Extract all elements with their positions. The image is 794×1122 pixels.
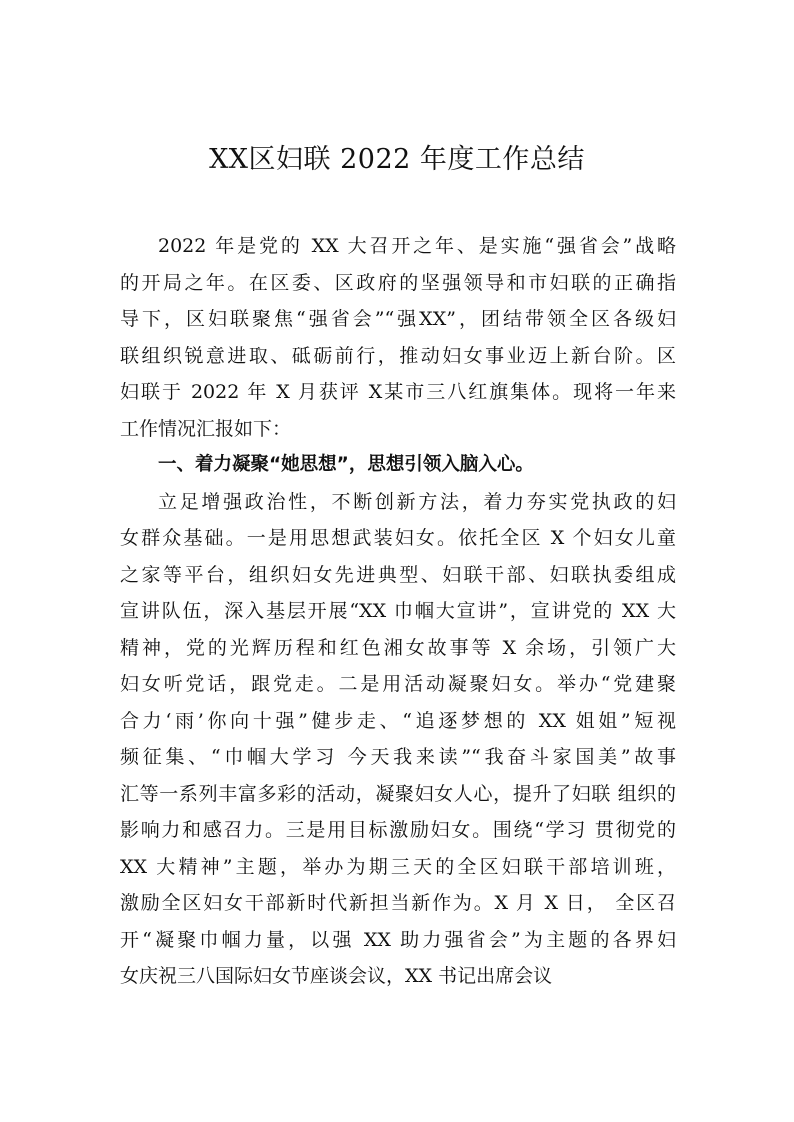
text-line: 女群众基础。一是用思想武装妇女。依托全区 X 个妇女儿童	[120, 527, 676, 549]
text-line: 开“凝聚巾帼力量，以强 XX 助力强省会”为主题的各界妇	[120, 928, 676, 951]
section-heading: 一、着力凝聚“她思想”，思想引领入脑入心。	[158, 454, 534, 475]
text-line: 妇女听党话，跟党走。二是用活动凝聚妇女。举办“党建聚	[120, 673, 676, 695]
text-line: 导下，区妇联聚焦“强省会”“强XX”，团结带领全区各级妇	[120, 308, 676, 330]
text-line: 工作情况汇报如下：	[120, 417, 292, 440]
text-line: 激励全区妇女干部新时代新担当新作为。X 月 X 日， 全区召	[120, 892, 676, 914]
text-line: 宣讲队伍，深入基层开展“XX 巾帼大宣讲”，宣讲党的 XX 大	[120, 600, 676, 622]
text-line: 2022 年是党的 XX 大召开之年、是实施“强省会”战略	[158, 235, 676, 257]
text-line: 女庆祝三八国际妇女节座谈会议，XX 书记出席会议	[120, 965, 553, 987]
text-line: 汇等一系列丰富多彩的活动，凝聚妇女人心，提升了妇联 组织的	[120, 782, 676, 805]
text-line: 的开局之年。在区委、区政府的坚强领导和市妇联的正确指	[120, 271, 676, 294]
paragraph-section1	[120, 484, 676, 995]
text-line: 立足增强政治性，不断创新方法，着力夯实党执政的妇	[158, 490, 676, 513]
text-line: 影响力和感召力。三是用目标激励妇女。围绕“学习 贯彻党的	[120, 819, 676, 841]
text-line: 合力‘雨’你向十强”健步走、“追逐梦想的 XX 姐姐”短视	[120, 709, 676, 732]
text-line: 之家等平台，组织妇女先进典型、妇联干部、妇联执委组成	[120, 563, 676, 586]
text-line: 频征集、“巾帼大学习 今天我来读”“我奋斗家国美”故事	[120, 746, 676, 768]
text-line: XX 大精神”主题，举办为期三天的全区妇联干部培训班，	[120, 855, 676, 878]
document-body	[120, 228, 676, 995]
text-line: 精神，党的光辉历程和红色湘女故事等 X 余场，引领广大	[120, 636, 676, 659]
text-line: 妇联于 2022 年 X 月获评 X某市三八红旗集体。现将一年来	[120, 381, 676, 403]
document-title: XX区妇联 2022 年度工作总结	[209, 144, 585, 175]
paragraph-intro	[120, 228, 676, 447]
text-line: 联组织锐意进取、砥砺前行，推动妇女事业迈上新台阶。区	[120, 344, 676, 367]
